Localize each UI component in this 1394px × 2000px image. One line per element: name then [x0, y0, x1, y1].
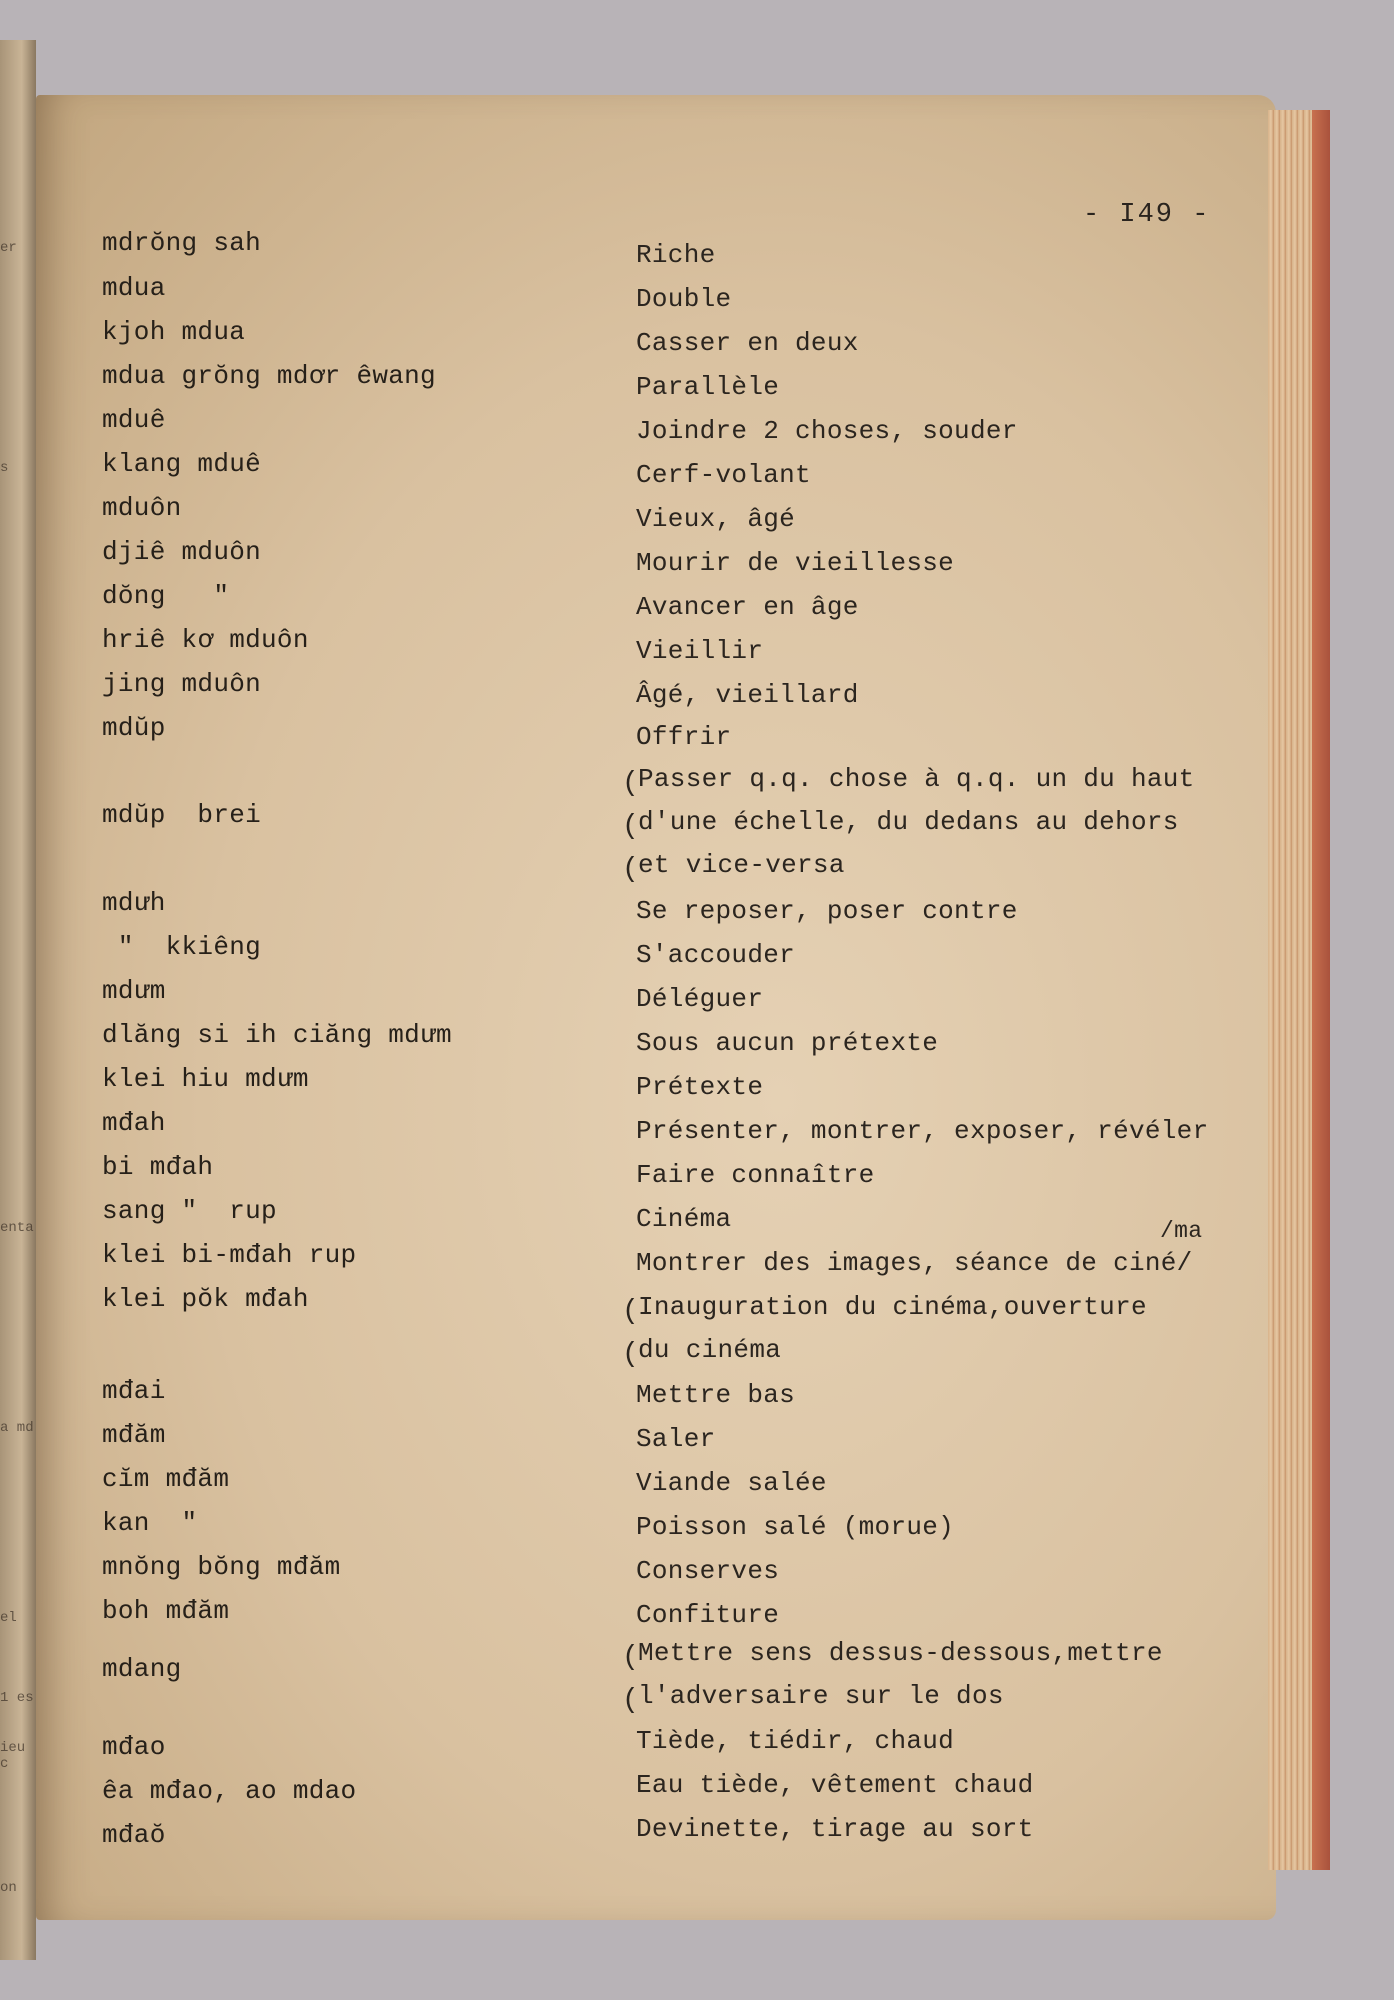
entry-term: boh mđăm — [102, 1596, 230, 1626]
entry-term: klei bi-mđah rup — [102, 1240, 357, 1270]
entry-term: mdŭp brei — [102, 800, 262, 830]
entry-term: mđah — [102, 1108, 166, 1138]
entry-definition: Poisson salé (morue) — [636, 1512, 955, 1542]
entry-term: mdua grŏng mdơr êwang — [102, 361, 436, 391]
entry-term: dlăng si ih ciăng mdưm — [102, 1020, 452, 1050]
entry-definition: Se reposer, poser contre — [636, 896, 1018, 926]
entry-definition: Âgé, vieillard — [636, 680, 859, 710]
entry-definition: Mettre bas — [636, 1380, 796, 1410]
margin-note: /ma — [1160, 1218, 1203, 1244]
entry-definition: Parallèle — [636, 372, 780, 402]
entry-term: " kkiêng — [102, 932, 262, 962]
left-page-fragment: s — [0, 460, 9, 476]
entry-definition: Viande salée — [636, 1468, 827, 1498]
entry-definition: Cerf-volant — [636, 460, 811, 490]
page-number: - I49 - — [1083, 200, 1211, 230]
entry-definition: du cinéma — [638, 1335, 782, 1365]
entry-term: klei pŏk mđah — [102, 1284, 309, 1314]
entry-definition: Montrer des images, séance de ciné/ — [636, 1248, 1193, 1278]
entry-term: kjoh mdua — [102, 317, 246, 347]
entry-definition: Tiède, tiédir, chaud — [636, 1726, 955, 1756]
entry-definition: Présenter, montrer, exposer, révéler — [636, 1116, 1209, 1146]
left-page-edge — [0, 40, 36, 1960]
entry-term: hriê kơ mduôn — [102, 625, 309, 655]
entry-definition: d'une échelle, du dedans au dehors — [638, 807, 1179, 837]
entry-definition: Devinette, tirage au sort — [636, 1814, 1034, 1844]
entry-definition: Conserves — [636, 1556, 780, 1586]
red-cover-edge — [1312, 110, 1330, 1870]
entry-term: mdang — [102, 1654, 182, 1684]
entry-definition: Avancer en âge — [636, 592, 859, 622]
left-page-fragment: a md — [0, 1420, 34, 1436]
entry-term: cĭm mđăm — [102, 1464, 230, 1494]
entry-term: sang " rup — [102, 1196, 277, 1226]
entry-term: jing mduôn — [102, 669, 262, 699]
entry-definition: Mourir de vieillesse — [636, 548, 955, 578]
entry-term: kan " — [102, 1508, 198, 1538]
entry-definition: Faire connaître — [636, 1160, 875, 1190]
entry-term: dŏng " — [102, 581, 230, 611]
entry-term: mđao — [102, 1732, 166, 1762]
entry-term: mdưm — [102, 976, 166, 1006]
left-page-fragment: el — [0, 1610, 17, 1626]
entry-definition: Confiture — [636, 1600, 780, 1630]
left-page-fragment: er — [0, 240, 17, 256]
left-page-fragment: 1 es — [0, 1690, 34, 1706]
entry-term: bi mđah — [102, 1152, 214, 1182]
entry-term: êa mđao, ao mdao — [102, 1776, 357, 1806]
brace-mark: ( — [622, 1296, 639, 1327]
entry-definition: l'adversaire sur le dos — [638, 1681, 1004, 1711]
entry-term: mdưh — [102, 888, 166, 918]
entry-term: mđaŏ — [102, 1820, 166, 1850]
entry-definition: Cinéma — [636, 1204, 732, 1234]
entry-term: mduôn — [102, 493, 182, 523]
entry-definition: Saler — [636, 1424, 716, 1454]
entry-term: klei hiu mdưm — [102, 1064, 309, 1094]
entry-definition: Casser en deux — [636, 328, 859, 358]
entry-definition: Inauguration du cinéma,ouverture — [638, 1292, 1147, 1322]
entry-definition: Eau tiède, vêtement chaud — [636, 1770, 1034, 1800]
brace-mark: ( — [622, 811, 639, 842]
entry-definition: Sous aucun prétexte — [636, 1028, 939, 1058]
entry-definition: Passer q.q. chose à q.q. un du haut — [638, 764, 1195, 794]
entry-definition: S'accouder — [636, 940, 796, 970]
entry-term: djiê mduôn — [102, 537, 262, 567]
entry-definition: et vice-versa — [638, 850, 845, 880]
entry-term: mđăm — [102, 1420, 166, 1450]
entry-term: mduê — [102, 405, 166, 435]
brace-mark: ( — [622, 1642, 639, 1673]
page-edges — [1268, 110, 1330, 1870]
left-page-fragment: on — [0, 1880, 17, 1896]
entry-definition: Vieux, âgé — [636, 504, 796, 534]
brace-mark: ( — [622, 768, 639, 799]
entry-definition: Offrir — [636, 722, 732, 752]
entry-definition: Vieillir — [636, 636, 764, 666]
entry-definition: Double — [636, 284, 732, 314]
entry-definition: Prétexte — [636, 1072, 764, 1102]
entry-term: mdrŏng sah — [102, 228, 262, 258]
entry-term: mdua — [102, 273, 166, 303]
left-page-fragment: ieu c — [0, 1740, 26, 1772]
entry-term: mđai — [102, 1376, 166, 1406]
entry-term: mnŏng bŏng mđăm — [102, 1552, 341, 1582]
brace-mark: ( — [622, 1685, 639, 1716]
entry-definition: Mettre sens dessus-dessous,mettre — [638, 1638, 1163, 1668]
left-page-fragment: enta — [0, 1220, 34, 1236]
entry-definition: Déléguer — [636, 984, 764, 1014]
brace-mark: ( — [622, 1339, 639, 1370]
brace-mark: ( — [622, 854, 639, 885]
entry-term: klang mduê — [102, 449, 262, 479]
entry-definition: Joindre 2 choses, souder — [636, 416, 1018, 446]
entry-term: mdŭp — [102, 713, 166, 743]
entry-definition: Riche — [636, 240, 716, 270]
